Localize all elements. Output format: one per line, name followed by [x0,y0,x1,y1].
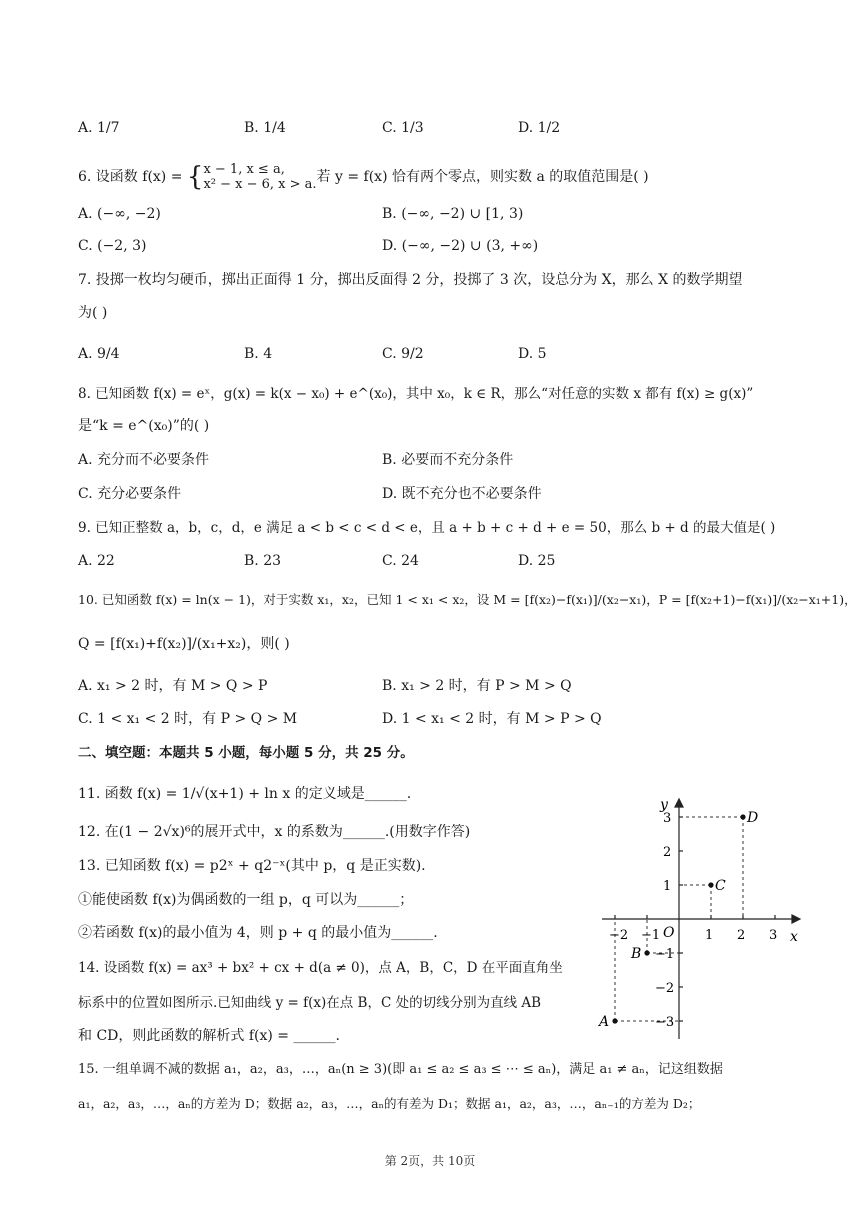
q8-stem-line2: 是“k = e^(x₀)”的( ) [78,418,210,434]
point-c [708,882,713,887]
point-a [612,1018,617,1023]
x-tick-label: 1 [705,928,714,943]
y-axis-arrow [675,799,683,807]
q9-option-a: A. 22 [78,553,115,569]
q7-option-d: D. 5 [518,346,547,362]
y-axis-label: y [660,797,668,813]
piecewise-cases [203,162,316,192]
q6-option-b: B. (−∞, −2) ∪ [1, 3) [382,206,524,222]
y-tick-label: 1 [663,879,672,894]
q6-stem [78,162,649,192]
q12-stem: 12. 在(1 − 2√x)⁶的展开式中，x 的系数为______.(用数字作答) [78,824,471,840]
q10-option-c: C. 1 < x₁ < 2 时，有 P > Q > M [78,711,298,727]
x-tick-label: −1 [641,928,661,943]
q15-line1: 15. 一组单调不减的数据 a₁，a₂，a₃，…，aₙ(n ≥ 3)(即 a₁ ≤ a₂ ≤ a₃ ≤ ⋯ ≤ aₙ)，满足 a₁ ≠ aₙ，记这组数据 [78,1062,723,1077]
point-label-a: A [599,1014,610,1030]
q10-stem-line1: 10. 已知函数 f(x) = ln(x − 1)，对于实数 x₁，x₂，已知 1 < x₁ < x₂，设 M = [f(x₂)−f(x₁)]/(x₂−x₁)，P = [f(x₂+1)−f(x₁)]/(x₂−x₁+1)， [78,592,857,607]
x-tick-label: −2 [609,928,629,943]
y-tick-label: 3 [663,811,672,826]
point-label-c: C [715,878,726,894]
q6-option-c: C. (−2, 3) [78,238,147,254]
q5-option-d: D. 1/2 [518,120,561,136]
x-axis-label: x [790,929,798,945]
q8-option-a: A. 充分而不必要条件 [78,452,210,468]
y-tick-label: −1 [655,947,675,962]
q6-case1: x − 1, x ≤ a, [203,162,285,177]
point-d [740,814,745,819]
q5-option-c: C. 1/3 [382,120,424,136]
q6-case2: x² − x − 6, x > a. [203,177,317,192]
point-label-d: D [747,810,759,826]
q9-option-c: C. 24 [382,553,419,569]
q13-part1: ①能使函数 f(x)为偶函数的一组 p，q 可以为______； [78,892,414,908]
q5-option-b: B. 1/4 [244,120,286,136]
q7-option-b: B. 4 [244,346,273,362]
q6-stem-prefix: 6. 设函数 f(x) = [78,169,187,185]
q9-option-d: D. 25 [518,553,556,569]
q9-stem: 9. 已知正整数 a，b，c，d，e 满足 a < b < c < d < e，且 a + b + c + d + e = 50，那么 b + d 的最大值是( ) [78,520,776,536]
point-b [644,950,649,955]
q8-stem-line1: 8. 已知函数 f(x) = eˣ，g(x) = k(x − x₀) + e^(x₀)，其中 x₀，k ∈ R，那么“对任意的实数 x 都有 f(x) ≥ g(x)” [78,386,754,402]
q7-stem-line2: 为( ) [78,305,108,321]
q6-stem-suffix: 若 y = f(x) 恰有两个零点，则实数 a 的取值范围是( ) [316,169,649,185]
q13-part2: ②若函数 f(x)的最小值为 4，则 p + q 的最小值为______. [78,925,438,941]
q11-stem: 11. 函数 f(x) = 1/√(x+1) + ln x 的定义域是______. [78,786,412,802]
q10-option-b: B. x₁ > 2 时，有 P > M > Q [382,678,572,694]
q15-line2: a₁，a₂，a₃，…，aₙ的方差为 D；数据 a₂，a₃，…，aₙ的有差为 D₁；数据 a₁，a₂，a₃，…，aₙ₋₁的方差为 D₂； [78,1096,701,1111]
q7-option-a: A. 9/4 [78,346,120,362]
y-tick-label: 2 [663,845,672,860]
q6-option-a: A. (−∞, −2) [78,206,161,222]
q10-option-a: A. x₁ > 2 时，有 M > Q > P [78,678,268,694]
point-label-b: B [631,946,642,962]
q10-stem-line2: Q = [f(x₁)+f(x₂)]/(x₁+x₂)，则( ) [78,636,290,652]
q8-option-c: C. 充分必要条件 [78,486,182,502]
q13-stem: 13. 已知函数 f(x) = p2ˣ + q2⁻ˣ(其中 p，q 是正实数). [78,858,426,874]
q6-option-d: D. (−∞, −2) ∪ (3, +∞) [382,238,539,254]
page-footer: 第 2页，共 10页 [384,1154,476,1168]
coordinate-figure [596,795,806,1045]
q14-line2: 标系中的位置如图所示.已知曲线 y = f(x)在点 B，C 处的切线分别为直线 AB [78,995,542,1011]
q7-stem-line1: 7. 投掷一枚均匀硬币，掷出正面得 1 分，掷出反面得 2 分，投掷了 3 次，设总分为 X，那么 X 的数学期望 [78,272,743,288]
y-tick-label: −2 [655,981,675,996]
section-heading: 二、填空题：本题共 5 小题，每小题 5 分，共 25 分。 [78,745,414,761]
q7-option-c: C. 9/2 [382,346,424,362]
q8-option-b: B. 必要而不充分条件 [382,452,514,468]
y-tick-label: −3 [655,1015,675,1030]
x-axis-arrow [792,915,800,923]
q14-line3: 和 CD，则此函数的解析式 f(x) = ______. [78,1028,340,1044]
x-tick-label: 2 [737,928,746,943]
q5-option-a: A. 1/7 [78,120,120,136]
q14-line1: 14. 设函数 f(x) = ax³ + bx² + cx + d(a ≠ 0)，点 A，B，C，D 在平面直角坐 [78,960,563,976]
origin-label: O [663,925,675,941]
brace: { [186,162,204,192]
q8-option-d: D. 既不充分也不必要条件 [382,486,542,502]
q9-option-b: B. 23 [244,553,282,569]
q10-option-d: D. 1 < x₁ < 2 时，有 M > P > Q [382,711,602,727]
x-tick-label: 3 [769,928,778,943]
